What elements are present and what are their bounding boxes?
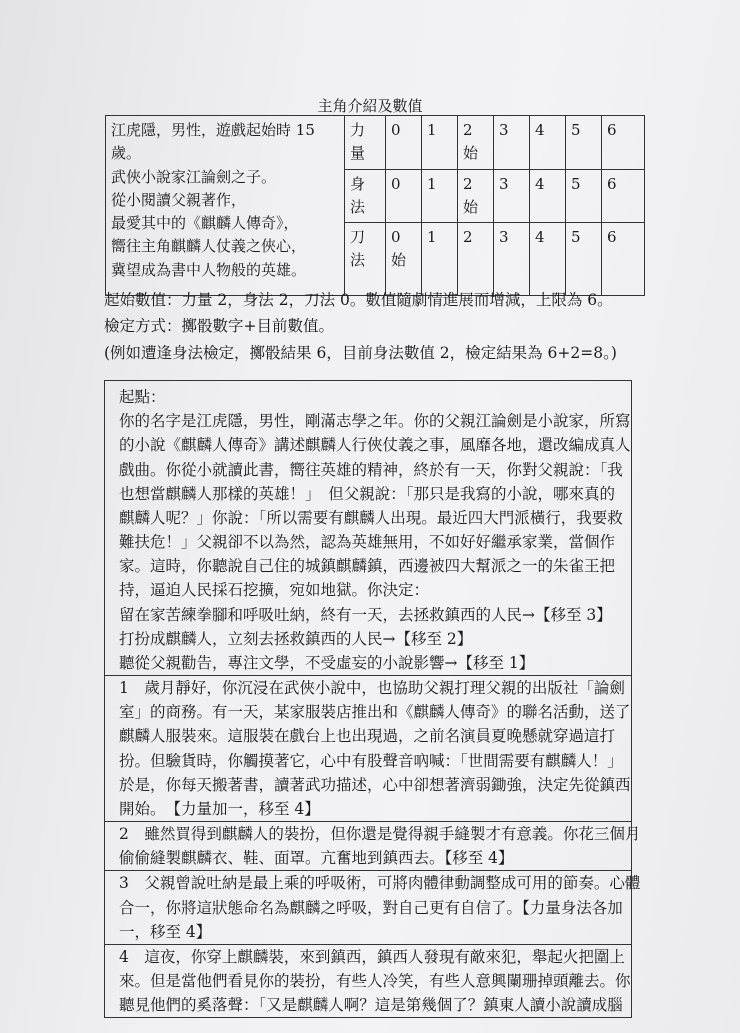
story-line: 室」的商務。有一天，某家服裝店推出和《麒麟人傳奇》的聯名活動，送了 [119,703,631,722]
page-title: 主角介紹及數值 [317,97,423,115]
stat-value: 2 [458,223,494,296]
intro-line: 江虎隱，男性，遊戲起始時 15 [111,121,315,139]
stat-value: 3 [494,116,530,170]
stat-value: 1 [422,169,458,223]
story-line: 起點： [119,388,166,406]
story-table [104,380,641,1018]
stat-value: 5 [566,169,602,223]
stat-value: 0 [386,169,422,223]
story-line: 3 父親曾說吐納是最上乘的呼吸術，可將肉體律動調整成可用的節奏。心體 [119,874,641,893]
stat-value: 2 始 [458,169,494,223]
story-line: 開始。 【力量加一，移至 4】 [119,799,320,818]
story-line: 麒麟人呢？」你說：「所以需要有麒麟人出現。最近四大門派橫行，我要救 [119,508,623,527]
story-line: 難扶危！」父親卻不以為然，認為英雄無用，不如好好繼承家業，當個作 [119,533,616,552]
story-line: 的小說《麒麟人傳奇》講述麒麟人行俠仗義之事，風靡各地，還改編成真人 [119,436,631,455]
character-intro [106,116,345,296]
stat-value: 2 始 [458,116,494,170]
story-line: 你的名字是江虎隱，男性，剛滿志學之年。你的父親江論劍是小說家，所寫 [119,412,631,431]
stats-table [105,115,645,296]
story-line: 於是，你每天搬著書，讀著武功描述，心中卻想著濟弱鋤強，決定先從鎮西 [119,775,631,794]
stat-value: 3 [494,223,530,296]
story-line: 聽見他們的奚落聲：「又是麒麟人啊？這是第幾個了？鎮東人讀小說讀成腦 [119,996,623,1015]
note-line: (例如遭逢身法檢定，擲骰結果 6，目前身法數值 2，檢定結果為 6+2=8。) [104,343,617,362]
stat-value: 5 [566,116,602,170]
story-line: 扮。但驗貨時，你觸摸著它，心中有股聲音吶喊：「世間需要有麒麟人！」 [119,751,623,770]
story-line: 4 這夜，你穿上麒麟裝，來到鎮西，鎮西人發現有敵來犯，舉起火把圍上 [119,947,625,966]
stat-value: 6 [602,116,645,170]
story-line: 家。這時，你聽說自己住的城鎮麒麟鎮，西邊被四大幫派之一的朱雀王把 [119,557,616,576]
story-line: 偷偷縫製麒麟衣、鞋、面罩。亢奮地到鎮西去。【移至 4】 [119,849,514,868]
intro-line: 嚮往主角麒麟人仗義之俠心， [111,237,307,256]
stat-value: 4 [530,169,566,223]
stat-name: 刀 法 [345,223,386,296]
stat-value: 6 [602,169,645,223]
stat-value: 3 [494,169,530,223]
story-line: 也想當麒麟人那樣的英雄！」 但父親說：「那只是我寫的小說，哪來真的 [119,484,616,503]
story-section-4 [105,944,631,1018]
story-line: 1 歲月靜好，你沉浸在武俠小說中，也協助父親打理父親的出版社「論劍 [119,679,625,698]
story-line: 聽從父親勸告，專注文學，不受虛妄的小說影響→【移至 1】 [119,653,535,672]
story-section-2 [105,821,641,870]
stat-value: 1 [422,116,458,170]
stat-row-strength [106,116,645,170]
stat-value: 4 [530,223,566,296]
story-section-1 [105,675,631,821]
story-line: 麒麟人服裝來。這服裝在戲台上也出現過，之前名演員夏晚懸就穿過這打 [119,727,616,746]
story-line: 一，移至 4】 [119,922,212,941]
note-line: 檢定方式：擲骰數字+目前數值。 [104,317,334,336]
stat-value: 0 [386,116,422,170]
story-line: 留在家苦練拳腳和呼吸吐納，終有一天，去拯救鎮西的人民→【移至 3】 [119,605,612,624]
story-section-start [105,381,631,675]
story-line: 合一，你將這狀態命名為麒麟之呼吸，對自己更有自信了。【力量身法各加 [119,898,623,917]
stat-value: 0 始 [386,223,422,296]
story-line: 戲曲。你從小就讀此書，嚮往英雄的精神，終於有一天，你對父親說：「我 [119,460,623,479]
stat-value: 4 [530,116,566,170]
stat-name: 力 量 [345,116,386,170]
intro-line: 冀望成為書中人物般的英雄。 [111,260,307,279]
intro-line: 從小閱讀父親著作， [111,190,247,209]
intro-line: 歲。 [111,144,142,163]
intro-line: 最愛其中的《麒麟人傳奇》， [111,214,299,232]
note-line: 起始數值：力量 2，身法 2，刀法 0。數值隨劇情進展而增減，上限為 6。 [104,291,613,309]
story-line: 2 雖然買得到麒麟人的裝扮，但你還是覺得親手縫製才有意義。你花三個月 [119,825,641,844]
intro-line: 武俠小說家江論劍之子。 [111,167,277,186]
story-line: 來。但是當他們看見你的裝扮，有些人冷笑，有些人意興闌珊掉頭離去。你 [119,972,631,991]
rules-notes [104,287,617,366]
stat-value: 5 [566,223,602,296]
story-section-3 [105,870,641,944]
story-line: 打扮成麒麟人，立刻去拯救鎮西的人民→【移至 2】 [119,629,473,648]
story-line: 持，逼迫人民採石挖擴，宛如地獄。你決定： [119,581,430,600]
stat-name: 身 法 [345,169,386,223]
stat-value: 1 [422,223,458,296]
stat-value: 6 [602,223,645,296]
